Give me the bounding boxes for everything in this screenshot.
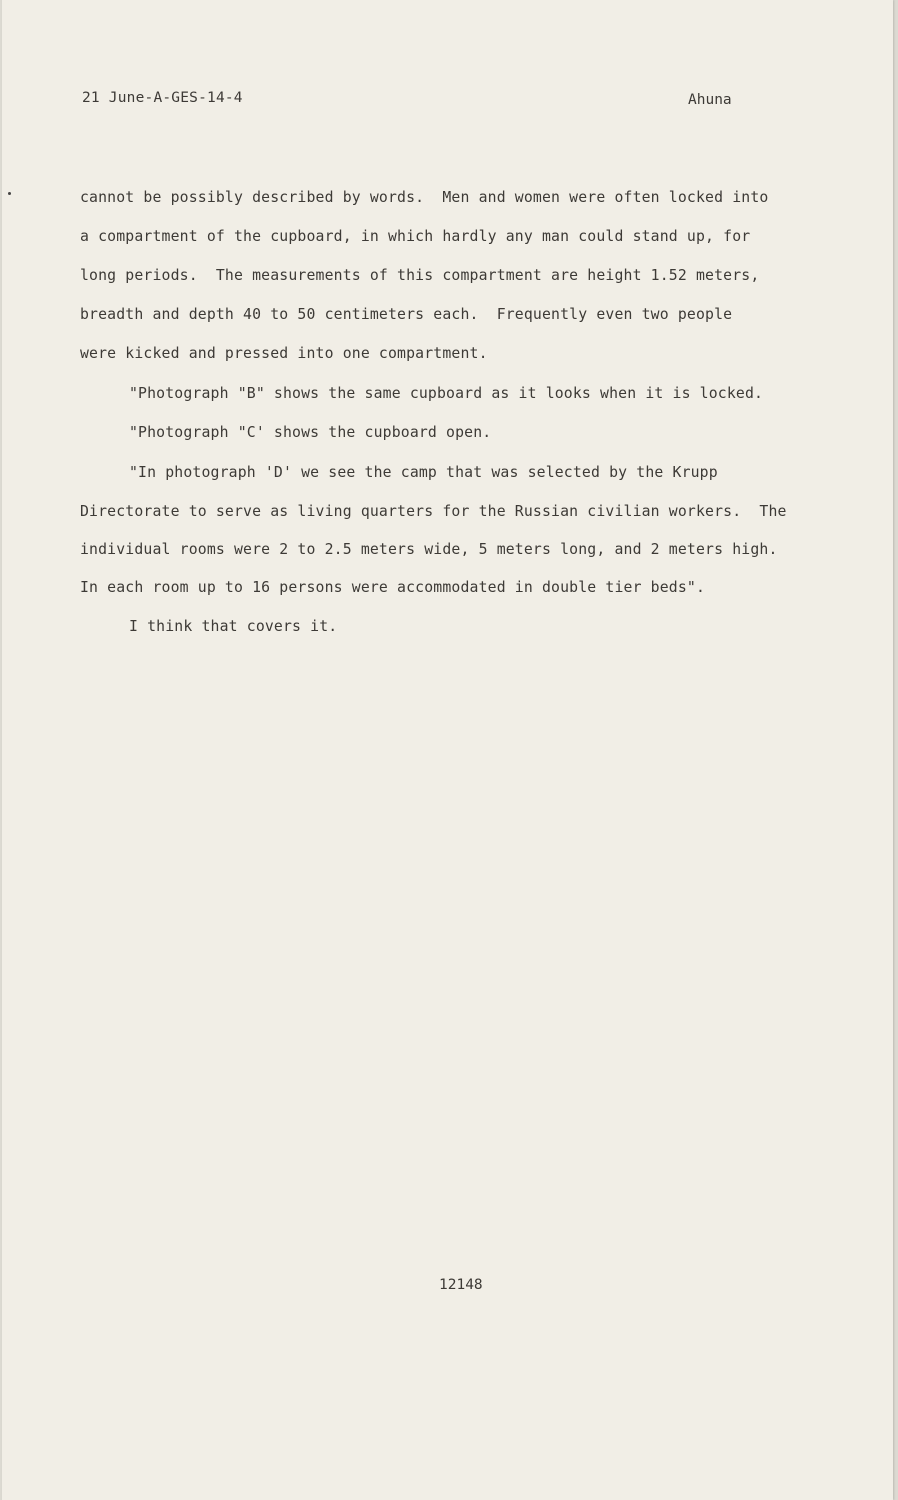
body-line: were kicked and pressed into one compartment. (80, 345, 488, 362)
body-line: Directorate to serve as living quarters for the Russian civilian workers. The (80, 503, 787, 520)
document-page (2, 0, 893, 1500)
body-line: I think that covers it. (129, 618, 338, 635)
body-line: long periods. The measurements of this compartment are height 1.52 meters, (80, 267, 760, 284)
margin-mark (8, 192, 11, 195)
body-line: "In photograph 'D' we see the camp that was selected by the Krupp (129, 464, 718, 481)
body-line: cannot be possibly described by words. Men and women were often locked into (80, 189, 769, 206)
body-line: "Photograph "C' shows the cupboard open. (129, 424, 492, 441)
body-line: breadth and depth 40 to 50 centimeters each. Frequently even two people (80, 306, 733, 323)
page-number: 12148 (439, 1277, 483, 1293)
document-reference: 21 June-A-GES-14-4 (82, 90, 243, 106)
body-line: individual rooms were 2 to 2.5 meters wide, 5 meters long, and 2 meters high. (80, 541, 778, 558)
speaker-name: Ahuna (688, 92, 732, 108)
body-line: In each room up to 16 persons were accommodated in double tier beds". (80, 579, 706, 596)
body-line: "Photograph "B" shows the same cupboard as it looks when it is locked. (129, 385, 764, 402)
body-line: a compartment of the cupboard, in which hardly any man could stand up, for (80, 228, 751, 245)
